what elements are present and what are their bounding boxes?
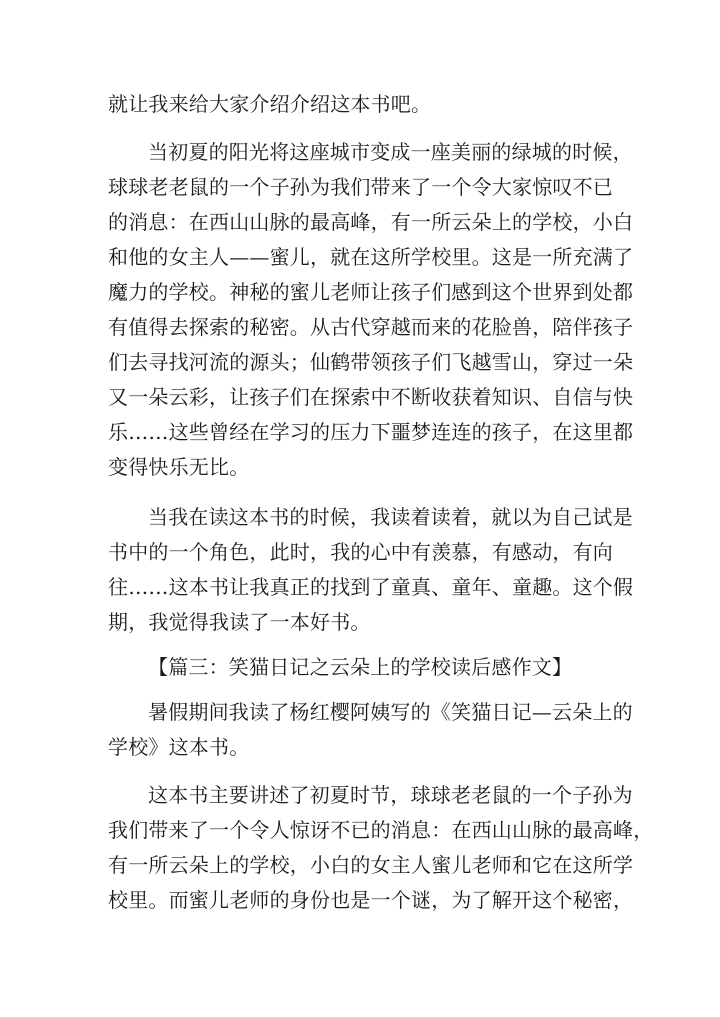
section-heading: 【篇三：笑猫日记之云朵上的学校读后感作文】 (148, 655, 573, 679)
text-line: 变得快乐无比。 (108, 455, 250, 479)
text-line: 期，我觉得我读了一本好书。 (108, 610, 371, 634)
paragraph-first-line: 当我在读这本书的时候，我读着读着，就以为自己试是 (148, 505, 633, 529)
text-line: 书中的一个角色，此时，我的心中有羡慕，有感动，有向 (108, 540, 613, 564)
text-line: 有一所云朵上的学校，小白的女主人蜜儿老师和它在这所学 (108, 853, 634, 877)
text-line: 们去寻找河流的源头；仙鹤带领孩子们飞越雪山，穿过一朵 (108, 350, 634, 374)
text-line: 有值得去探索的秘密。从古代穿越而来的花脸兽，陪伴孩子 (108, 315, 634, 339)
text-line: 的消息：在西山山脉的最高峰，有一所云朵上的学校，小白 (108, 210, 634, 234)
text-line: 往……这本书让我真正的找到了童真、童年、童趣。这个假 (108, 575, 634, 599)
text-line: 和他的女主人——蜜儿，就在这所学校里。这是一所充满了 (108, 245, 634, 269)
text-line: 球球老老鼠的一个子孙为我们带来了一个令大家惊叹不已 (108, 175, 613, 199)
text-line: 学校》这本书。 (108, 735, 250, 759)
text-line: 我们带来了一个令人惊讶不已的消息：在西山山脉的最高峰， (108, 818, 654, 842)
text-line: 又一朵云彩，让孩子们在探索中不断收获着知识、自信与快 (108, 385, 634, 409)
text-line: 就让我来给大家介绍介绍这本书吧。 (108, 92, 432, 116)
text-line: 魔力的学校。神秘的蜜儿老师让孩子们感到这个世界到处都 (108, 280, 634, 304)
paragraph-first-line: 暑假期间我读了杨红樱阿姨写的《笑猫日记—云朵上的 (148, 700, 633, 724)
paragraph-first-line: 这本书主要讲述了初夏时节，球球老老鼠的一个子孙为 (148, 783, 633, 807)
text-line: 校里。而蜜儿老师的身份也是一个谜，为了解开这个秘密， (108, 888, 634, 912)
paragraph-first-line: 当初夏的阳光将这座城市变成一座美丽的绿城的时候， (148, 140, 633, 164)
text-line: 乐……这些曾经在学习的压力下噩梦连连的孩子，在这里都 (108, 420, 634, 444)
